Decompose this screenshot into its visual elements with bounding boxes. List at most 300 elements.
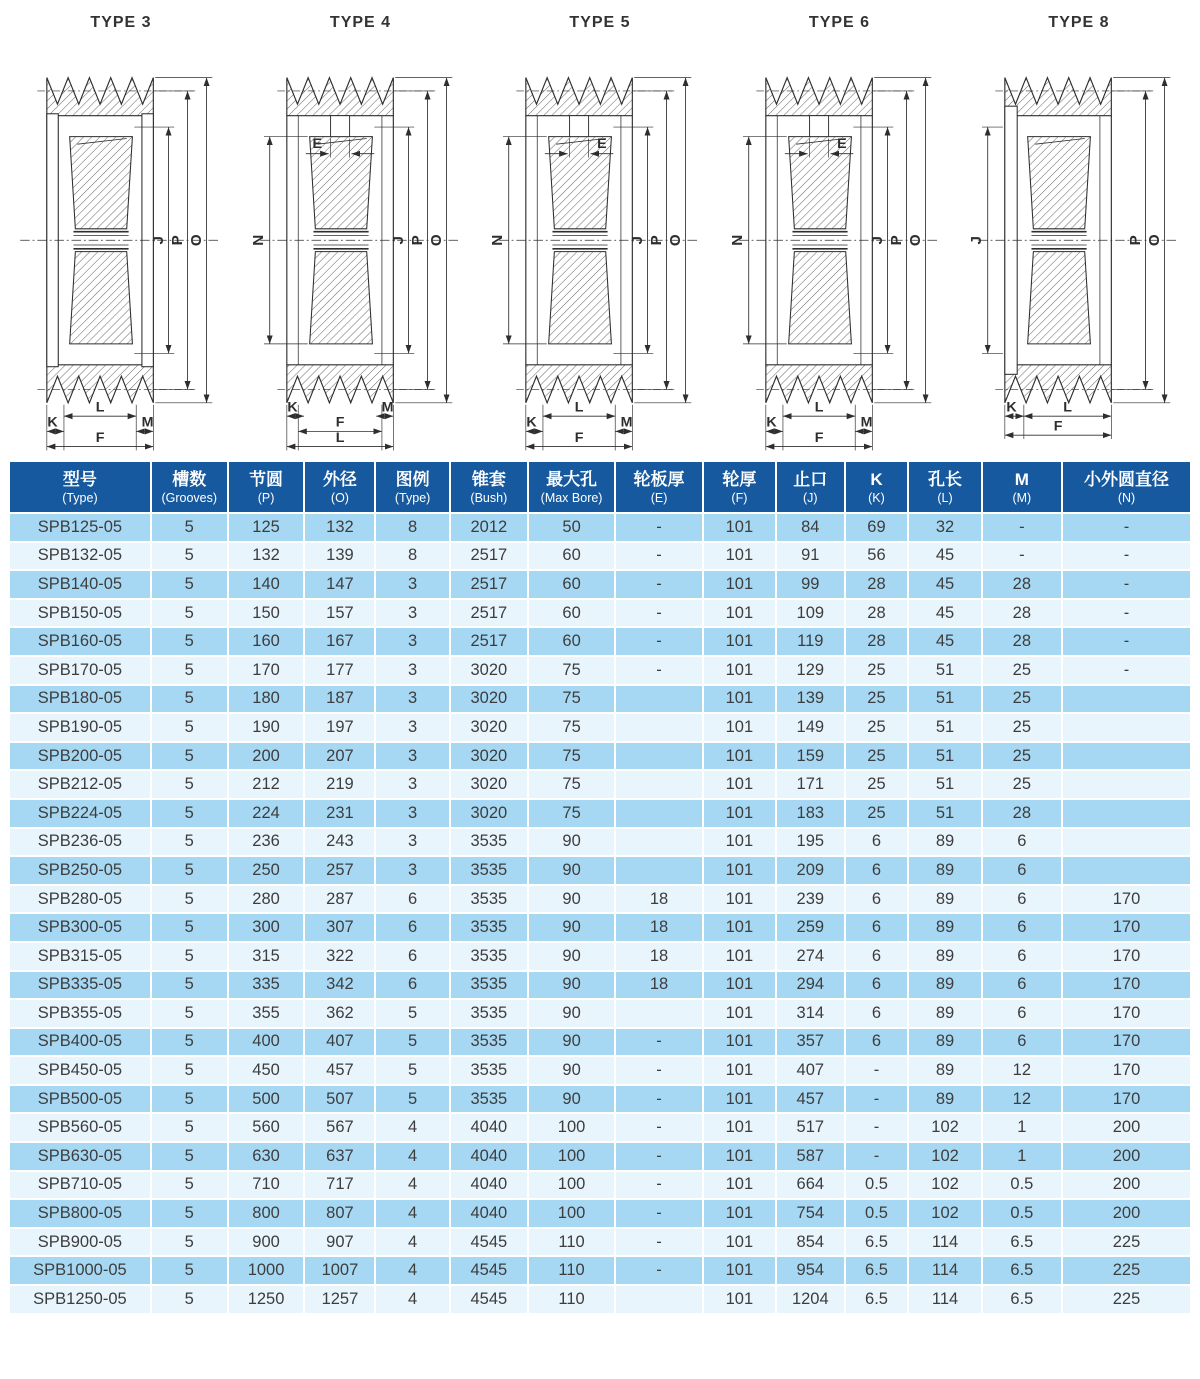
cell: 3 (375, 742, 449, 771)
cell (615, 713, 702, 742)
cell: 90 (528, 885, 615, 914)
cell: 56 (845, 542, 909, 571)
cell: 4 (375, 1113, 449, 1142)
cell: 225 (1062, 1228, 1191, 1257)
cell: 3 (375, 599, 449, 628)
cell (1062, 856, 1191, 885)
cell: 0.5 (982, 1171, 1062, 1200)
cell: 3 (375, 570, 449, 599)
cell: 25 (845, 742, 909, 771)
cell: 99 (776, 570, 845, 599)
cell: 102 (908, 1142, 981, 1171)
dim-label-F: F (95, 429, 105, 446)
cell: 5 (151, 799, 228, 828)
cell: 114 (908, 1285, 981, 1314)
cell: 6 (845, 828, 909, 857)
cell: 100 (528, 1171, 615, 1200)
cell: 170 (1062, 1028, 1191, 1057)
cell: - (1062, 656, 1191, 685)
cell: 75 (528, 770, 615, 799)
cell: 51 (908, 770, 981, 799)
table-row-SPB140-05 (9, 570, 1191, 599)
drawing-title: TYPE 6 (808, 14, 871, 31)
cell: 18 (615, 971, 702, 1000)
table-row-SPB250-05 (9, 856, 1191, 885)
cell: 51 (908, 656, 981, 685)
cell: 190 (228, 713, 305, 742)
cell: 170 (228, 656, 305, 685)
cell: 5 (151, 1028, 228, 1057)
dim-label-K: K (526, 414, 537, 431)
cell (615, 770, 702, 799)
cell: 2517 (450, 627, 528, 656)
table-row-SPB630-05 (9, 1142, 1191, 1171)
cell: 225 (1062, 1256, 1191, 1285)
cell: 3535 (450, 999, 528, 1028)
cell: 101 (703, 1028, 776, 1057)
cell: 60 (528, 542, 615, 571)
cell: 407 (776, 1056, 845, 1085)
cell: 197 (304, 713, 375, 742)
table-body (9, 513, 1191, 1314)
cell: 407 (304, 1028, 375, 1057)
table-row-SPB224-05 (9, 799, 1191, 828)
column-header-zh: 孔长 (928, 470, 963, 489)
cell: 4545 (450, 1285, 528, 1314)
dim-label-K: K (286, 399, 298, 416)
cell: 170 (1062, 885, 1191, 914)
cell: SPB280-05 (9, 885, 151, 914)
dim-label-P: P (887, 235, 905, 246)
cell: 101 (703, 1085, 776, 1114)
cell: 3535 (450, 885, 528, 914)
cell: 3 (375, 685, 449, 714)
cell: 150 (228, 599, 305, 628)
cell: 159 (776, 742, 845, 771)
cell: 200 (1062, 1113, 1191, 1142)
cell: 51 (908, 742, 981, 771)
cell: 2517 (450, 599, 528, 628)
dim-label-K: K (1006, 399, 1017, 416)
cell: 5 (375, 999, 449, 1028)
cell: SPB315-05 (9, 942, 151, 971)
cell: 114 (908, 1228, 981, 1257)
cell: 125 (228, 513, 305, 542)
drawing-title: TYPE 8 (1048, 14, 1110, 31)
dim-label-O: O (427, 234, 445, 247)
cell: - (1062, 627, 1191, 656)
cell: 6.5 (845, 1285, 909, 1314)
dim-label-P: P (1126, 235, 1144, 246)
table-row-SPB400-05 (9, 1028, 1191, 1057)
cell: 101 (703, 913, 776, 942)
cell: 5 (151, 599, 228, 628)
cell: 6 (375, 971, 449, 1000)
table-row-SPB710-05 (9, 1171, 1191, 1200)
cell: 180 (228, 685, 305, 714)
cell (1062, 828, 1191, 857)
cell: SPB500-05 (9, 1085, 151, 1114)
table-row-SPB125-05 (9, 513, 1191, 542)
cell: 89 (908, 999, 981, 1028)
cell: 6 (982, 856, 1062, 885)
cell: 170 (1062, 971, 1191, 1000)
cell: 1 (982, 1142, 1062, 1171)
cell: 457 (776, 1085, 845, 1114)
cell: 342 (304, 971, 375, 1000)
cell: 854 (776, 1228, 845, 1257)
cell: 335 (228, 971, 305, 1000)
cell: 500 (228, 1085, 305, 1114)
cell (1062, 685, 1191, 714)
table-row-SPB450-05 (9, 1056, 1191, 1085)
cell: SPB200-05 (9, 742, 151, 771)
cell: 4 (375, 1142, 449, 1171)
cell: 362 (304, 999, 375, 1028)
dim-label-M: M (381, 399, 394, 416)
cell: 219 (304, 770, 375, 799)
cell: 60 (528, 599, 615, 628)
cell: 90 (528, 942, 615, 971)
cell: - (615, 1228, 702, 1257)
cell: 3 (375, 770, 449, 799)
cell (1062, 799, 1191, 828)
cell: 355 (228, 999, 305, 1028)
cell: 717 (304, 1171, 375, 1200)
cell: - (1062, 570, 1191, 599)
table-row-SPB300-05 (9, 913, 1191, 942)
cell: 3 (375, 656, 449, 685)
cell: 457 (304, 1056, 375, 1085)
cell: 243 (304, 828, 375, 857)
cell: 0.5 (845, 1199, 909, 1228)
dim-label-M: M (620, 414, 633, 431)
cell: 101 (703, 742, 776, 771)
cell: 6 (982, 999, 1062, 1028)
cell: 236 (228, 828, 305, 857)
cell: 4545 (450, 1256, 528, 1285)
cell (615, 828, 702, 857)
cell: 6 (845, 856, 909, 885)
cell: 3 (375, 799, 449, 828)
dim-label-E: E (597, 136, 607, 153)
cell: 280 (228, 885, 305, 914)
cell: 5 (151, 1056, 228, 1085)
cell: 89 (908, 971, 981, 1000)
dim-label-L: L (335, 429, 344, 446)
cell: 4 (375, 1285, 449, 1314)
table-row-SPB170-05 (9, 656, 1191, 685)
column-header-zh: 外径 (322, 470, 357, 489)
cell: 5 (375, 1085, 449, 1114)
cell: 25 (982, 713, 1062, 742)
cell: 75 (528, 656, 615, 685)
cell: SPB140-05 (9, 570, 151, 599)
cell: SPB1250-05 (9, 1285, 151, 1314)
cell: 250 (228, 856, 305, 885)
cell: 6.5 (982, 1228, 1062, 1257)
cell: SPB212-05 (9, 770, 151, 799)
column-header-en: (K) (868, 491, 885, 505)
cell: 101 (703, 513, 776, 542)
cell: - (845, 1085, 909, 1114)
cell: 0.5 (845, 1171, 909, 1200)
cell: 101 (703, 656, 776, 685)
cell: 90 (528, 913, 615, 942)
cell: 119 (776, 627, 845, 656)
table-row-SPB900-05 (9, 1228, 1191, 1257)
cell: 1007 (304, 1256, 375, 1285)
cell: - (615, 1056, 702, 1085)
cell: 754 (776, 1199, 845, 1228)
pulley-cross-section-type-4 (245, 32, 477, 458)
column-header-en: (Bush) (470, 491, 508, 505)
cell: 60 (528, 627, 615, 656)
dim-label-N: N (249, 234, 267, 246)
column-header-en: (Grooves) (161, 491, 218, 505)
cell: 45 (908, 627, 981, 656)
cell: 75 (528, 685, 615, 714)
cell: SPB630-05 (9, 1142, 151, 1171)
cell: 4 (375, 1256, 449, 1285)
cell: 101 (703, 770, 776, 799)
cell: 5 (151, 828, 228, 857)
cell: SPB224-05 (9, 799, 151, 828)
cell: 183 (776, 799, 845, 828)
cell: 450 (228, 1056, 305, 1085)
cell: 5 (151, 942, 228, 971)
dim-label-L: L (574, 399, 584, 416)
dim-label-O: O (666, 234, 684, 247)
cell: 84 (776, 513, 845, 542)
table-row-SPB1000-05 (9, 1256, 1191, 1285)
cell: 101 (703, 799, 776, 828)
cell: 101 (703, 627, 776, 656)
cell: 28 (845, 599, 909, 628)
cell: 89 (908, 1085, 981, 1114)
column-header-zh: 止口 (793, 470, 828, 489)
cell: 6 (982, 885, 1062, 914)
cell: - (982, 513, 1062, 542)
dim-label-M: M (141, 414, 154, 431)
table-row-SPB315-05 (9, 942, 1191, 971)
cell: 1 (982, 1113, 1062, 1142)
cell: - (615, 1085, 702, 1114)
cell: 6 (982, 828, 1062, 857)
dim-label-L: L (95, 399, 105, 416)
cell: 1204 (776, 1285, 845, 1314)
dim-label-O: O (187, 234, 205, 247)
cell: 1000 (228, 1256, 305, 1285)
cell: 4 (375, 1199, 449, 1228)
cell (615, 799, 702, 828)
cell: 3535 (450, 1085, 528, 1114)
cell: SPB170-05 (9, 656, 151, 685)
column-header-en: (M) (1012, 491, 1032, 505)
cell: 5 (151, 1285, 228, 1314)
cell: 5 (151, 570, 228, 599)
cell: 6 (845, 971, 909, 1000)
cell: 25 (982, 770, 1062, 799)
column-header-en: (L) (937, 491, 953, 505)
cell: 170 (1062, 999, 1191, 1028)
cell: 90 (528, 1056, 615, 1085)
cell: - (615, 513, 702, 542)
cell: 28 (982, 570, 1062, 599)
cell: 160 (228, 627, 305, 656)
cell: 224 (228, 799, 305, 828)
cell: 101 (703, 971, 776, 1000)
drawing-title: TYPE 3 (90, 14, 152, 31)
cell: 6 (845, 942, 909, 971)
cell: 90 (528, 1028, 615, 1057)
cell: 91 (776, 542, 845, 571)
pulley-drawings-section (0, 0, 1200, 458)
cell: 5 (151, 885, 228, 914)
column-header-10 (845, 461, 909, 513)
column-header-0 (9, 461, 151, 513)
cell: 114 (908, 1256, 981, 1285)
dim-label-O: O (1145, 234, 1163, 247)
cell: 294 (776, 971, 845, 1000)
cell: SPB125-05 (9, 513, 151, 542)
cell: 129 (776, 656, 845, 685)
table-row-SPB280-05 (9, 885, 1191, 914)
cell: 89 (908, 913, 981, 942)
cell: 3535 (450, 1028, 528, 1057)
cell: 212 (228, 770, 305, 799)
cell: 139 (304, 542, 375, 571)
cell: 907 (304, 1228, 375, 1257)
dim-label-K: K (765, 414, 777, 431)
cell: 200 (1062, 1142, 1191, 1171)
table-row-SPB212-05 (9, 770, 1191, 799)
cell: 587 (776, 1142, 845, 1171)
dim-label-P: P (168, 235, 186, 246)
cell: 6.5 (982, 1285, 1062, 1314)
cell: 560 (228, 1113, 305, 1142)
cell: 75 (528, 713, 615, 742)
cell: 307 (304, 913, 375, 942)
dim-label-F: F (574, 429, 584, 446)
cell: 6.5 (845, 1256, 909, 1285)
cell: 45 (908, 542, 981, 571)
cell: 5 (151, 627, 228, 656)
cell: 28 (982, 627, 1062, 656)
dim-label-M: M (860, 414, 873, 431)
cell (615, 685, 702, 714)
table-row-SPB160-05 (9, 627, 1191, 656)
column-header-5 (450, 461, 528, 513)
cell: - (615, 627, 702, 656)
cell: 257 (304, 856, 375, 885)
cell: - (845, 1142, 909, 1171)
cell: 225 (1062, 1285, 1191, 1314)
cell: 5 (151, 1256, 228, 1285)
dim-label-E: E (312, 136, 322, 153)
cell: 200 (1062, 1171, 1191, 1200)
cell: 90 (528, 828, 615, 857)
column-header-en: (P) (257, 491, 275, 505)
drawing-title: TYPE 5 (569, 14, 631, 31)
column-header-zh: 最大孔 (546, 470, 598, 489)
cell: 5 (151, 971, 228, 1000)
cell: 3535 (450, 828, 528, 857)
cell: SPB300-05 (9, 913, 151, 942)
cell: 139 (776, 685, 845, 714)
cell: 109 (776, 599, 845, 628)
cell: 314 (776, 999, 845, 1028)
cell: 8 (375, 542, 449, 571)
cell: 4 (375, 1228, 449, 1257)
cell: 89 (908, 885, 981, 914)
cell: 195 (776, 828, 845, 857)
cell: 4040 (450, 1199, 528, 1228)
column-header-zh: 槽数 (172, 470, 207, 489)
cell: - (1062, 599, 1191, 628)
cell: 209 (776, 856, 845, 885)
cell: 90 (528, 971, 615, 1000)
pulley-drawing-type-6 (721, 10, 959, 458)
cell: 4040 (450, 1171, 528, 1200)
cell: 2517 (450, 570, 528, 599)
cell: 5 (151, 770, 228, 799)
cell: 90 (528, 1085, 615, 1114)
cell: 100 (528, 1142, 615, 1171)
cell: 239 (776, 885, 845, 914)
cell: 110 (528, 1285, 615, 1314)
cell: 25 (845, 713, 909, 742)
cell: 75 (528, 799, 615, 828)
cell: 132 (228, 542, 305, 571)
cell: 25 (982, 656, 1062, 685)
cell: 101 (703, 1199, 776, 1228)
cell: 25 (982, 742, 1062, 771)
dim-label-N: N (489, 234, 507, 246)
cell: 25 (845, 685, 909, 714)
cell: 170 (1062, 913, 1191, 942)
dim-label-K: K (47, 414, 58, 431)
column-header-8 (703, 461, 776, 513)
dim-label-J: J (149, 236, 167, 245)
dim-label-J: J (628, 236, 646, 245)
cell: 3020 (450, 799, 528, 828)
cell: 3020 (450, 742, 528, 771)
cell: 3535 (450, 856, 528, 885)
cell: 5 (151, 999, 228, 1028)
cell: 25 (845, 656, 909, 685)
cell: 3535 (450, 942, 528, 971)
cell: - (845, 1056, 909, 1085)
cell: 12 (982, 1056, 1062, 1085)
cell: 200 (228, 742, 305, 771)
cell: 101 (703, 713, 776, 742)
cell: 315 (228, 942, 305, 971)
cell: 287 (304, 885, 375, 914)
column-header-en: (O) (330, 491, 349, 505)
cell: 3020 (450, 770, 528, 799)
dim-label-J: J (389, 236, 407, 245)
cell: 300 (228, 913, 305, 942)
cell: 102 (908, 1199, 981, 1228)
cell (615, 1285, 702, 1314)
column-header-en: (Max Bore) (540, 491, 603, 505)
cell: 807 (304, 1199, 375, 1228)
cell: 187 (304, 685, 375, 714)
cell: 101 (703, 1113, 776, 1142)
cell: 5 (151, 1199, 228, 1228)
cell: - (615, 1142, 702, 1171)
